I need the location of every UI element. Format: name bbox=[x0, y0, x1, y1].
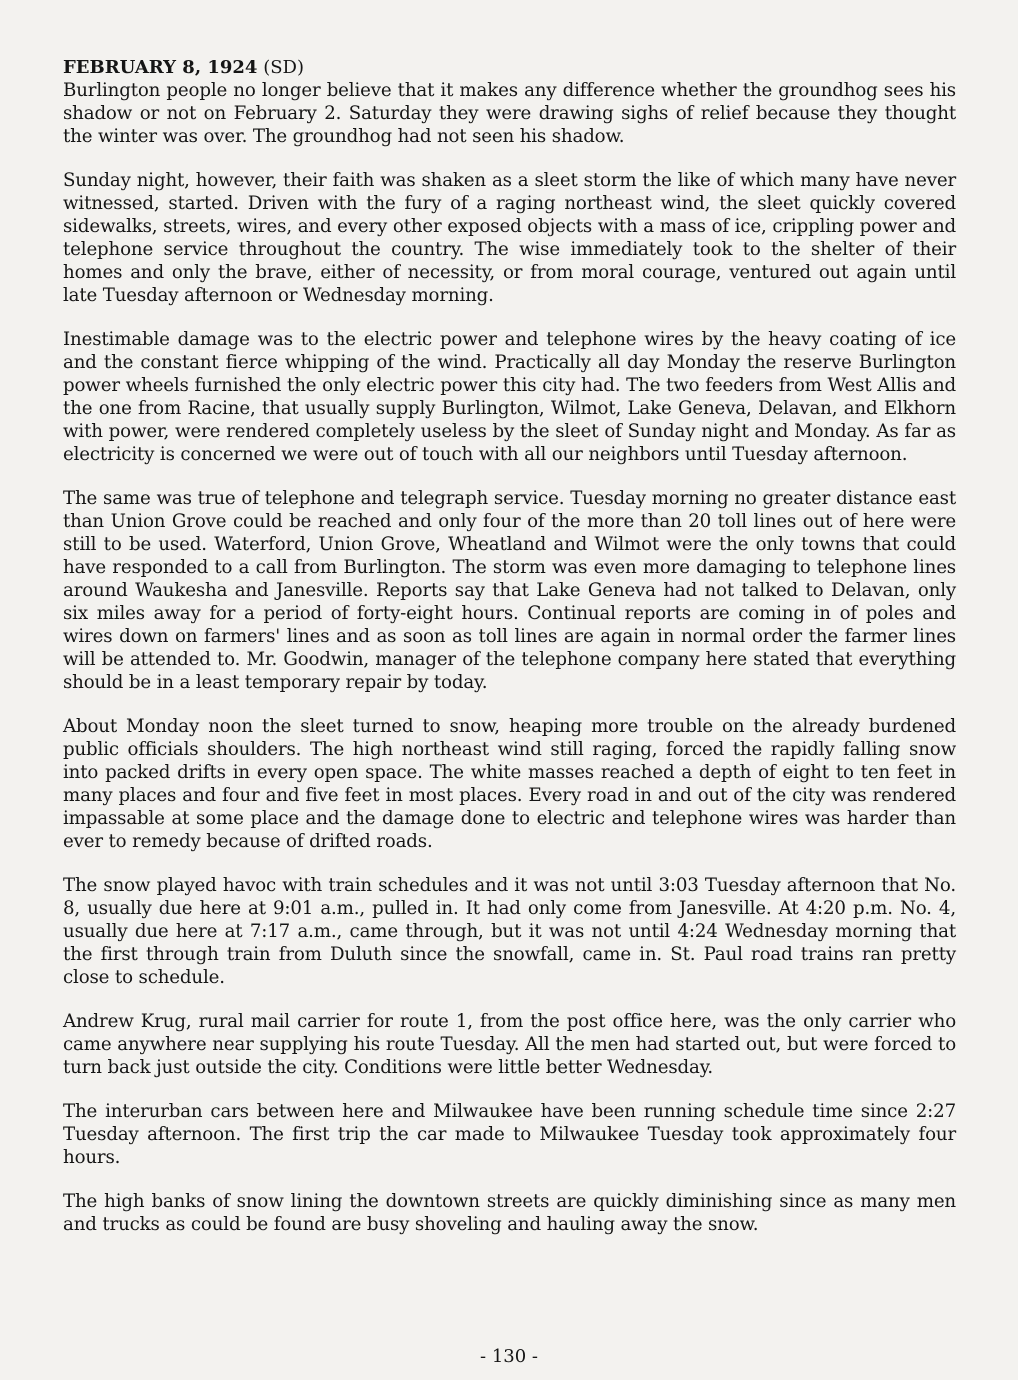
document-page bbox=[63, 56, 956, 1257]
paragraph-1: Burlington people no longer believe that it makes any difference whether the groundhog sees his shadow or not on February 2. Saturday they were drawing sighs of relief because they thought the winter was over. The groundhog had not seen his shadow. bbox=[63, 80, 956, 147]
article-heading bbox=[63, 56, 956, 79]
paragraph-7: Andrew Krug, rural mail carrier for route 1, from the post office here, was the only carrier who came anywhere near supplying his route Tuesday. All the men had started out, but were forced to turn back just outside the city. Conditions were little better Wednesday. bbox=[63, 1011, 956, 1078]
paragraph-2: Sunday night, however, their faith was shaken as a sleet storm the like of which many have never witnessed, started. Driven with the fury of a raging northeast wind, the sleet quickly covered sidewalks, streets, wires, and every other exposed objects with a mass of ice, crippling power and telephone service throughout the country. The wise immediately took to the shelter of their homes and only the brave, either of necessity, or from moral courage, ventured out again until late Tuesday afternoon or Wednesday morning. bbox=[63, 170, 956, 306]
paragraph-6: The snow played havoc with train schedules and it was not until 3:03 Tuesday afternoon that No. 8, usually due here at 9:01 a.m., pulled in. It had only come from Janesville. At 4:20 p.m. No. 4, usually due here at 7:17 a.m., came through, but it was not until 4:24 Wednesday morning that the first through train from Duluth since the snowfall, came in. St. Paul road trains ran pretty close to schedule. bbox=[63, 875, 956, 988]
heading-source: (SD) bbox=[263, 57, 305, 78]
paragraph-8: The interurban cars between here and Milwaukee have been running schedule time since 2:27 Tuesday afternoon. The first trip the car made to Milwaukee Tuesday took approximately four hours. bbox=[63, 1101, 956, 1168]
paragraph-3: Inestimable damage was to the electric power and telephone wires by the heavy coating of ice and the constant fierce whipping of the wind. Practically all day Monday the reserve Burlington power wheels furnished the only electric power this city had. The two feeders from West Allis and the one from Racine, that usually supply Burlington, Wilmot, Lake Geneva, Delavan, and Elkhorn with power, were rendered completely useless by the sleet of Sunday night and Monday. As far as electricity is concerned we were out of touch with all our neighbors until Tuesday afternoon. bbox=[63, 329, 956, 465]
paragraph-5: About Monday noon the sleet turned to snow, heaping more trouble on the already burdened public officials shoulders. The high northeast wind still raging, forced the rapidly falling snow into packed drifts in every open space. The white masses reached a depth of eight to ten feet in many places and four and five feet in most places. Every road in and out of the city was rendered impassable at some place and the damage done to electric and telephone wires was harder than ever to remedy because of drifted roads. bbox=[63, 716, 956, 852]
paragraph-4: The same was true of telephone and telegraph service. Tuesday morning no greater distance east than Union Grove could be reached and only four of the more than 20 toll lines out of here were still to be used. Waterford, Union Grove, Wheatland and Wilmot were the only towns that could have responded to a call from Burlington. The storm was even more damaging to telephone lines around Waukesha and Janesville. Reports say that Lake Geneva had not talked to Delavan, only six miles away for a period of forty-eight hours. Continual reports are coming in of poles and wires down on farmers' lines and as soon as toll lines are again in normal order the farmer lines will be attended to. Mr. Goodwin, manager of the telephone company here stated that everything should be in a least temporary repair by today. bbox=[63, 488, 956, 693]
heading-date: FEBRUARY 8, 1924 bbox=[63, 57, 258, 78]
page-number: - 130 - bbox=[480, 1346, 538, 1367]
paragraph-9: The high banks of snow lining the downtown streets are quickly diminishing since as many men and trucks as could be found are busy shoveling and hauling away the snow. bbox=[63, 1191, 956, 1235]
